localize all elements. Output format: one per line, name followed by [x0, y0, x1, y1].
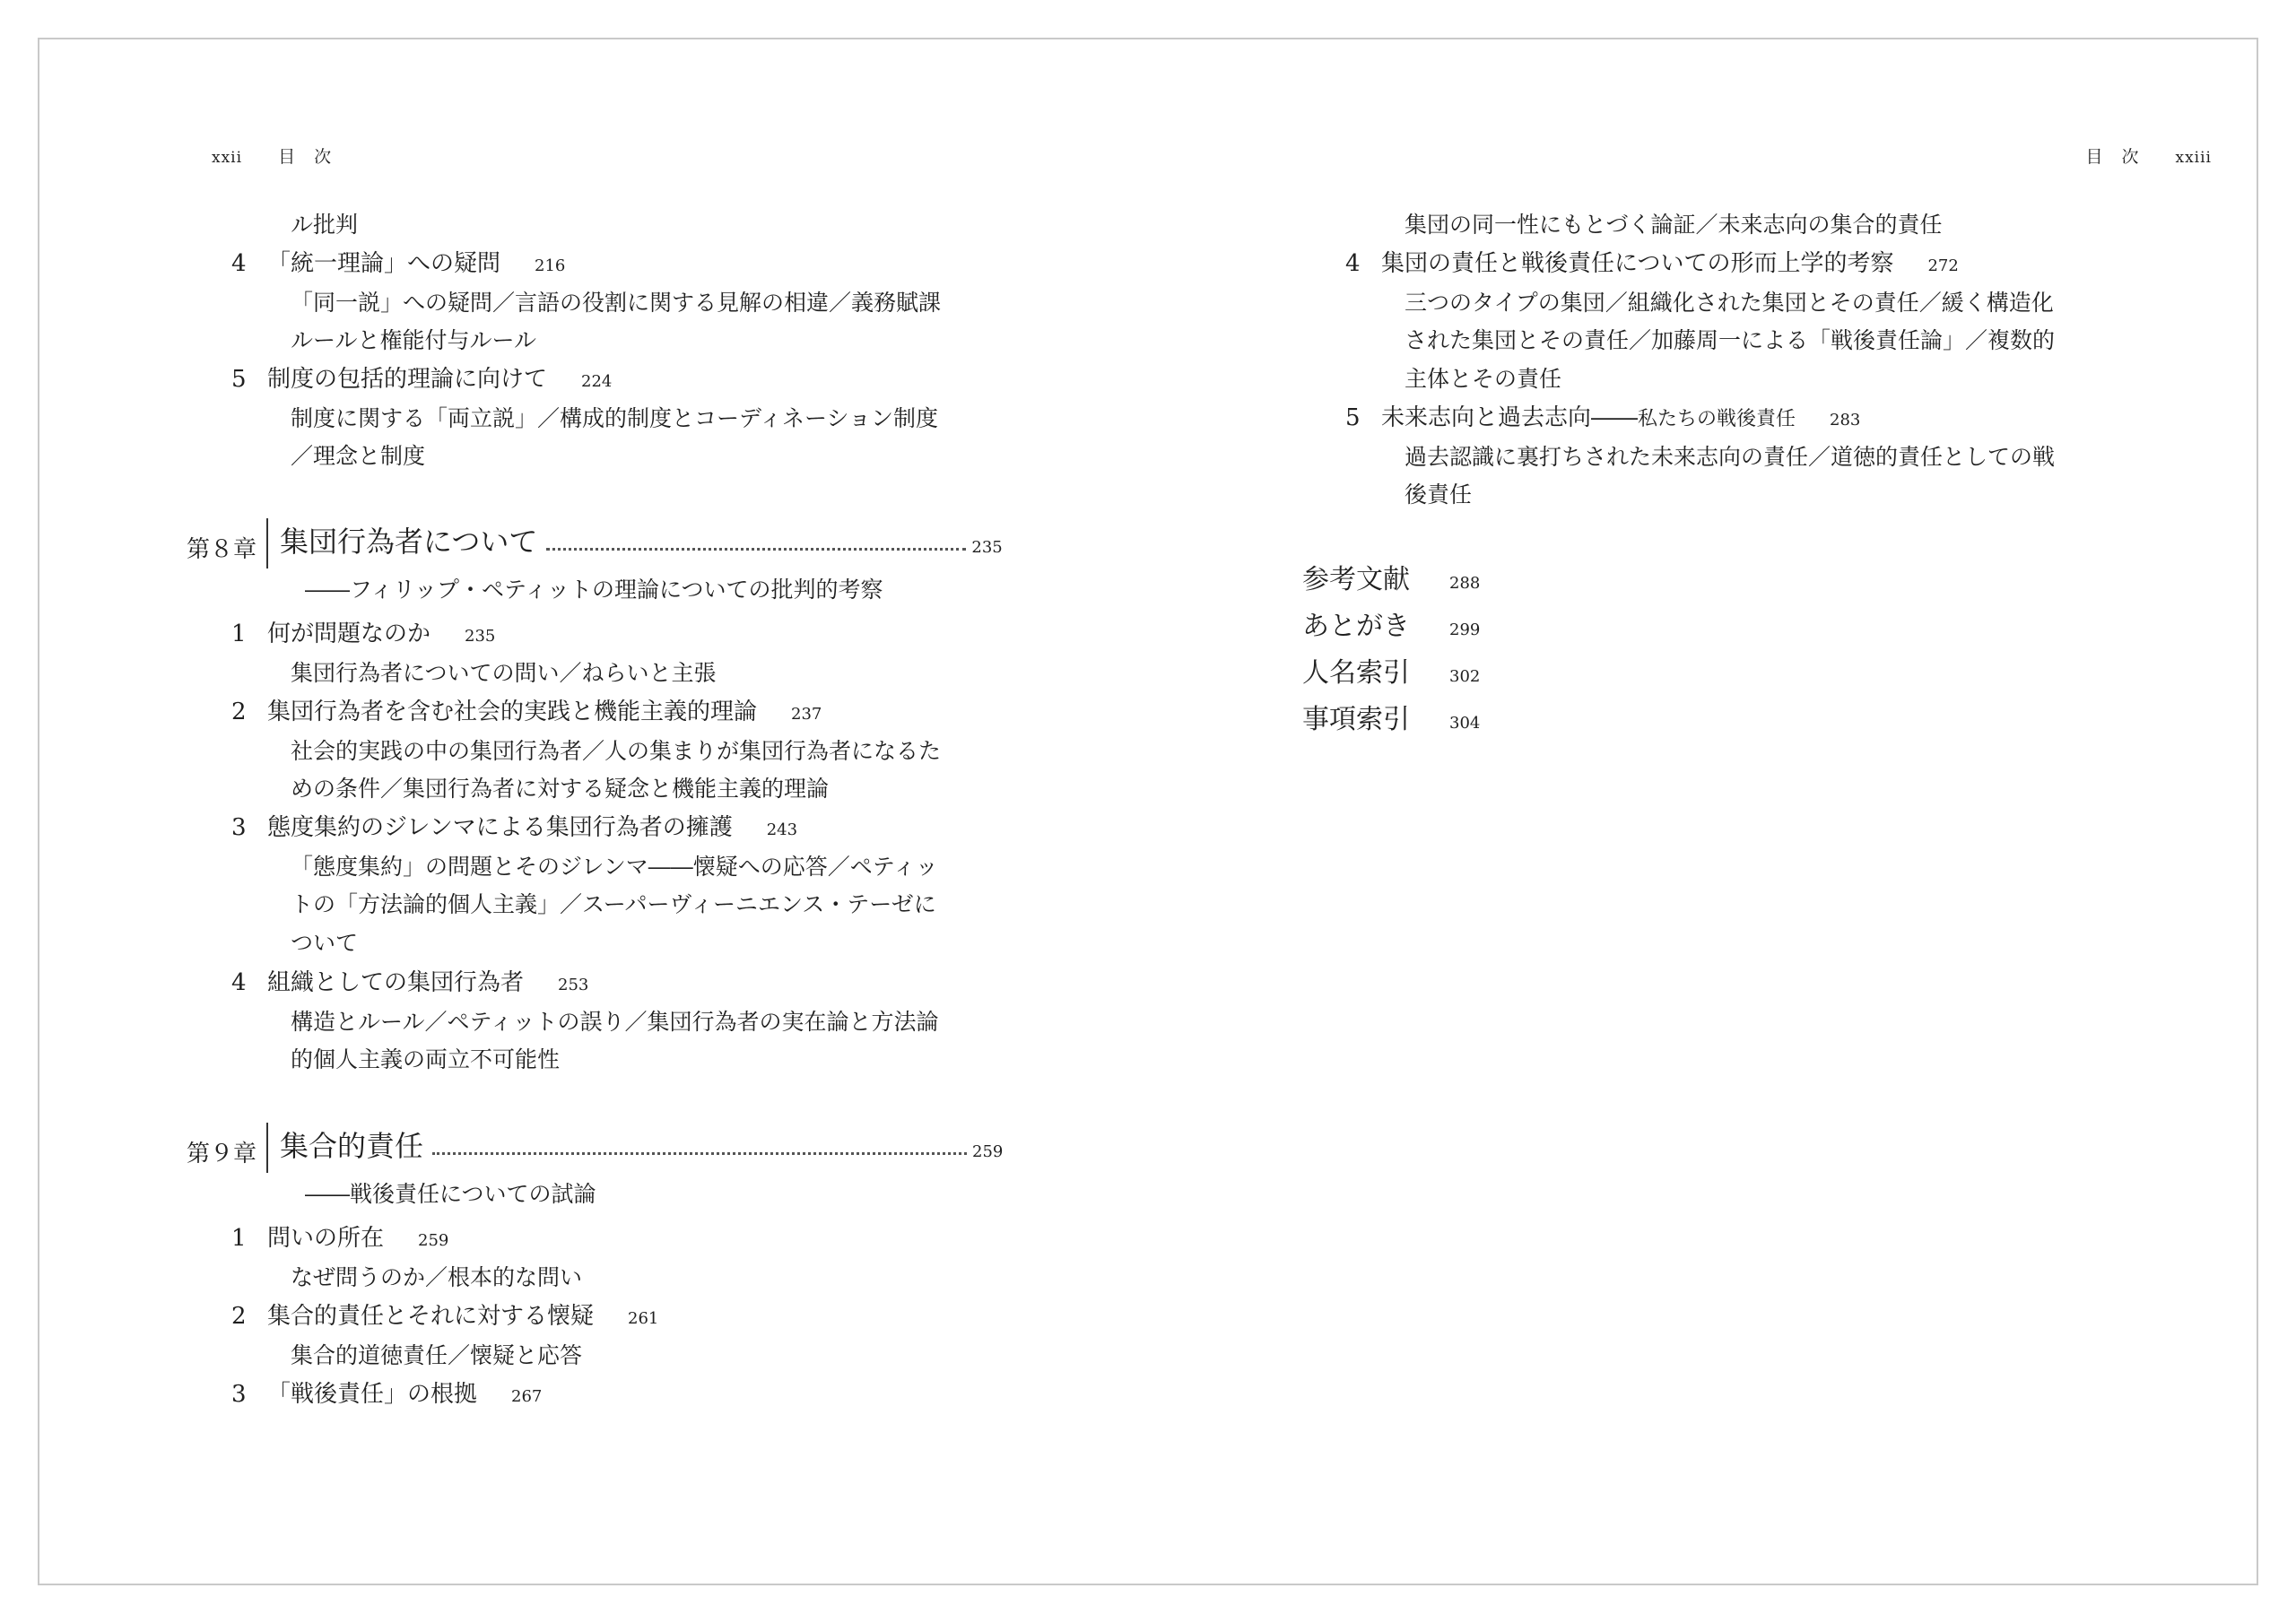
header-title: 目 次 — [278, 147, 333, 167]
chapter-subtitle: ――フィリップ・ペティットの理論についての批判的考察 — [305, 577, 883, 603]
backmatter-title: 参考文献 — [1302, 564, 1410, 595]
chapter-divider — [266, 518, 268, 568]
page-number: 216 — [535, 256, 566, 275]
chapter-subtitle: ――戦後責任についての試論 — [305, 1181, 596, 1207]
section-title: 態度集約のジレンマによる集団行為者の擁護 — [267, 814, 733, 841]
section-title: 組織としての集団行為者 — [267, 969, 525, 996]
toc-entry[interactable] — [231, 1383, 542, 1406]
section-number: 4 — [231, 250, 247, 277]
backmatter-entry[interactable] — [1302, 613, 1480, 640]
section-description: めの条件／集団行為者に対する疑念と機能主義的理論 — [291, 776, 830, 802]
section-title-small: 私たちの戦後責任 — [1638, 408, 1796, 430]
dot-leader — [546, 548, 966, 551]
section-number: 2 — [231, 1303, 247, 1330]
backmatter-title: 事項索引 — [1302, 704, 1410, 735]
section-description: 「同一説」への疑問／言語の役割に関する見解の相違／義務賦課 — [291, 290, 942, 316]
page-number: 267 — [511, 1387, 543, 1406]
page-number: 259 — [972, 1142, 1004, 1161]
section-title: 何が問題なのか — [267, 621, 431, 647]
page-number: 283 — [1830, 411, 1861, 430]
section-description: 「態度集約」の問題とそのジレンマ――懐疑への応答／ペティッ — [291, 854, 938, 880]
chapter-divider — [266, 1123, 268, 1173]
page-number: 288 — [1449, 574, 1481, 593]
toc-entry[interactable] — [231, 622, 495, 646]
section-description: 主体とその責任 — [1405, 366, 1562, 392]
backmatter-title: 人名索引 — [1302, 657, 1410, 689]
header-title: 目 次 — [2085, 147, 2140, 167]
dot-leader — [432, 1152, 967, 1155]
toc-entry[interactable] — [231, 1227, 448, 1250]
section-number: 3 — [231, 1381, 247, 1408]
section-title: 「戦後責任」の根拠 — [267, 1381, 478, 1408]
section-description: 後責任 — [1405, 482, 1473, 508]
chapter-label: 第８章 — [187, 536, 257, 563]
folio: xxii — [212, 149, 243, 167]
section-description: 集団行為者についての問い／ねらいと主張 — [291, 660, 717, 686]
page-number: 224 — [581, 372, 613, 391]
page-number: 237 — [791, 705, 822, 724]
section-number: 5 — [1345, 404, 1361, 431]
page-number: 253 — [558, 976, 589, 994]
page-number: 235 — [465, 627, 496, 646]
toc-entry[interactable] — [231, 700, 822, 724]
page-number: 304 — [1449, 714, 1481, 733]
section-title: 集団の責任と戦後責任についての形而上学的考察 — [1381, 250, 1894, 277]
chapter-title: 集団行為者について — [280, 525, 538, 559]
section-description: ／理念と制度 — [291, 443, 426, 469]
toc-entry[interactable] — [1345, 252, 1959, 275]
running-head-right — [2085, 143, 2212, 168]
page-number: 243 — [766, 820, 798, 839]
backmatter-entry[interactable] — [1302, 704, 1481, 735]
backmatter-entry[interactable] — [1302, 564, 1481, 595]
toc-entry[interactable] — [231, 816, 797, 839]
page-number: 272 — [1927, 256, 1959, 275]
section-description: 集団の同一性にもとづく論証／未来志向の集合的責任 — [1405, 212, 1943, 238]
section-number: 4 — [231, 969, 247, 996]
chapter-title-row[interactable] — [280, 1129, 1004, 1163]
section-title: 集団行為者を含む社会的実践と機能主義的理論 — [267, 699, 758, 725]
right-page — [1148, 0, 2296, 1623]
section-description: トの「方法論的個人主義」／スーパーヴィーニエンス・テーゼに — [291, 891, 936, 917]
section-description: 集合的道徳責任／懐疑と応答 — [291, 1342, 583, 1368]
section-description: なぜ問うのか／根本的な問い — [291, 1264, 583, 1290]
section-title: 「統一理論」への疑問 — [267, 250, 501, 277]
section-description: された集団とその責任／加藤周一による「戦後責任論」／複数的 — [1405, 327, 2056, 353]
section-description: 制度に関する「両立説」／構成的制度とコーディネーション制度 — [291, 405, 939, 431]
toc-entry[interactable] — [231, 971, 588, 994]
chapter-label: 第９章 — [187, 1141, 257, 1167]
section-number: 1 — [231, 1225, 247, 1252]
toc-entry[interactable] — [231, 252, 565, 275]
section-description: 構造とルール／ペティットの誤り／集団行為者の実在論と方法論 — [291, 1009, 939, 1035]
section-number: 4 — [1345, 250, 1361, 277]
section-description: ル批判 — [291, 212, 359, 238]
section-description: 過去認識に裏打ちされた未来志向の責任／道徳的責任としての戦 — [1405, 444, 2056, 470]
section-title: 集合的責任とそれに対する懐疑 — [267, 1303, 595, 1330]
section-description: 社会的実践の中の集団行為者／人の集まりが集団行為者になるた — [291, 738, 942, 764]
section-title: 制度の包括的理論に向けて — [267, 366, 548, 393]
page-number: 259 — [418, 1231, 449, 1250]
toc-entry[interactable] — [231, 368, 612, 391]
folio: xxiii — [2175, 149, 2212, 167]
toc-entry[interactable] — [1345, 406, 1860, 430]
page-number: 261 — [628, 1309, 659, 1328]
section-description: ついて — [291, 930, 359, 956]
section-number: 5 — [231, 366, 247, 393]
chapter-title-row[interactable] — [280, 525, 1003, 559]
section-number: 3 — [231, 814, 247, 841]
page-number: 302 — [1449, 667, 1481, 686]
section-description: 的個人主義の両立不可能性 — [291, 1046, 561, 1072]
running-head-left — [212, 143, 332, 168]
page-number: 299 — [1449, 621, 1481, 639]
section-number: 1 — [231, 621, 247, 647]
toc-entry[interactable] — [231, 1305, 658, 1328]
section-description: 三つのタイプの集団／組織化された集団とその責任／緩く構造化 — [1405, 290, 2054, 316]
page-number: 235 — [971, 538, 1003, 557]
section-title: 問いの所在 — [267, 1225, 385, 1252]
section-title: 未来志向と過去志向―― — [1381, 404, 1639, 431]
section-number: 2 — [231, 699, 247, 725]
chapter-title: 集合的責任 — [280, 1129, 424, 1163]
backmatter-title: あとがき — [1302, 611, 1410, 642]
section-description: ルールと権能付与ルール — [291, 327, 537, 353]
backmatter-entry[interactable] — [1302, 657, 1481, 689]
